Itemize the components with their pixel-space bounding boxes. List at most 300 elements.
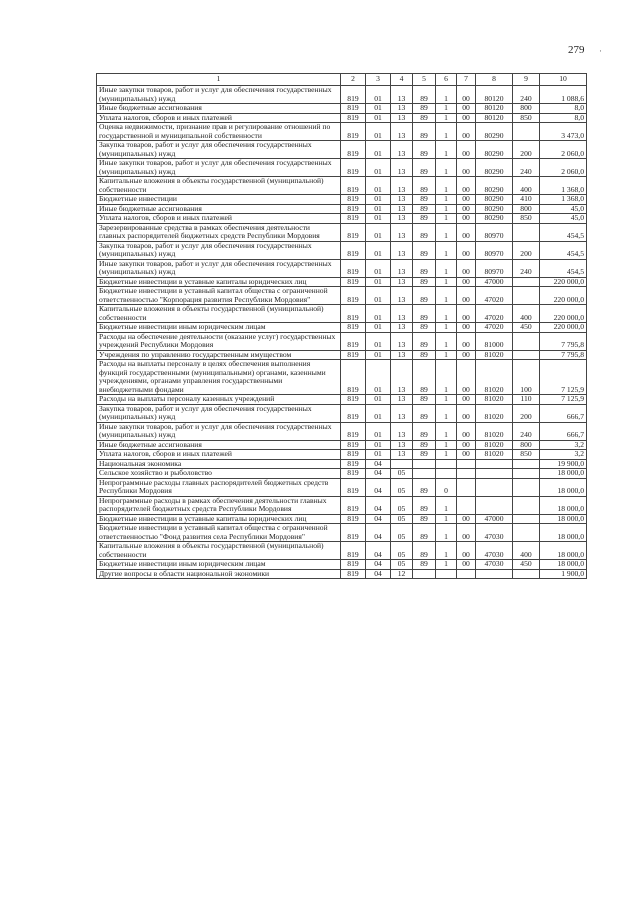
subprogram-cell: 1: [436, 560, 457, 570]
expense-name-cell: Бюджетные инвестиции в уставный капитал общества с ограниченной ответственностью "Корпорация развития Республики Мордовия": [97, 287, 341, 305]
amount-cell: 3,2: [540, 440, 587, 450]
subsection-cell: 13: [391, 350, 413, 360]
direction-cell: [476, 496, 513, 514]
direction-cell: 80290: [476, 141, 513, 159]
expense-type-cell: [513, 223, 540, 241]
amount-cell: 220 000,0: [540, 323, 587, 333]
direction-cell: [476, 459, 513, 469]
event-cell: 00: [457, 514, 476, 524]
event-cell: 00: [457, 305, 476, 323]
program-cell: 89: [413, 422, 436, 440]
expense-type-cell: [513, 478, 540, 496]
admin-code-cell: 819: [341, 141, 366, 159]
table-row: [97, 332, 587, 350]
expense-name-cell: Капитальные вложения в объекты государственной (муниципальной) собственности: [97, 542, 341, 560]
direction-cell: 47020: [476, 287, 513, 305]
admin-code-cell: 819: [341, 478, 366, 496]
direction-cell: 47020: [476, 323, 513, 333]
amount-cell: 2 060,0: [540, 141, 587, 159]
admin-code-cell: 819: [341, 514, 366, 524]
direction-cell: 80970: [476, 223, 513, 241]
direction-cell: 80120: [476, 86, 513, 104]
section-cell: 04: [366, 478, 391, 496]
event-cell: 00: [457, 277, 476, 287]
admin-code-cell: 819: [341, 214, 366, 224]
amount-cell: 220 000,0: [540, 287, 587, 305]
amount-cell: 666,7: [540, 422, 587, 440]
column-header: 9: [513, 74, 540, 86]
expense-type-cell: 200: [513, 141, 540, 159]
expense-type-cell: 850: [513, 450, 540, 460]
subprogram-cell: 1: [436, 524, 457, 542]
subprogram-cell: 1: [436, 323, 457, 333]
expense-name-cell: Закупка товаров, работ и услуг для обеспечения государственных (муниципальных) нужд: [97, 241, 341, 259]
subprogram-cell: 1: [436, 514, 457, 524]
admin-code-cell: 819: [341, 569, 366, 579]
section-cell: 04: [366, 542, 391, 560]
subsection-cell: 12: [391, 569, 413, 579]
table-row: [97, 323, 587, 333]
amount-cell: 7 795,8: [540, 350, 587, 360]
program-cell: 89: [413, 360, 436, 395]
program-cell: 89: [413, 223, 436, 241]
column-header: 7: [457, 74, 476, 86]
program-cell: 89: [413, 104, 436, 114]
subprogram-cell: 1: [436, 159, 457, 177]
event-cell: [457, 569, 476, 579]
amount-cell: 18 000,0: [540, 560, 587, 570]
event-cell: 00: [457, 332, 476, 350]
table-row: [97, 104, 587, 114]
program-cell: [413, 469, 436, 479]
program-cell: 89: [413, 287, 436, 305]
table-row: [97, 450, 587, 460]
subsection-cell: 13: [391, 259, 413, 277]
expense-name-cell: Непрограммные расходы в рамках обеспечения деятельности главных распорядителей бюджетных средств Республики Мордовия: [97, 496, 341, 514]
program-cell: 89: [413, 514, 436, 524]
admin-code-cell: 819: [341, 350, 366, 360]
amount-cell: 454,5: [540, 241, 587, 259]
section-cell: 01: [366, 214, 391, 224]
expense-name-cell: Бюджетные инвестиции в уставные капиталы юридических лиц: [97, 277, 341, 287]
event-cell: 00: [457, 259, 476, 277]
expense-type-cell: 400: [513, 542, 540, 560]
direction-cell: 81020: [476, 440, 513, 450]
expense-name-cell: Бюджетные инвестиции: [97, 195, 341, 205]
event-cell: 00: [457, 287, 476, 305]
direction-cell: 47030: [476, 524, 513, 542]
section-cell: 04: [366, 569, 391, 579]
expense-type-cell: 110: [513, 395, 540, 405]
program-cell: 89: [413, 404, 436, 422]
subsection-cell: 13: [391, 214, 413, 224]
expense-type-cell: 800: [513, 440, 540, 450]
program-cell: 89: [413, 277, 436, 287]
expense-name-cell: Иные бюджетные ассигнования: [97, 104, 341, 114]
section-cell: 01: [366, 86, 391, 104]
expense-type-cell: [513, 524, 540, 542]
table-row: [97, 241, 587, 259]
subsection-cell: 13: [391, 123, 413, 141]
expense-type-cell: 100: [513, 360, 540, 395]
column-header: 5: [413, 74, 436, 86]
expense-name-cell: Закупка товаров, работ и услуг для обеспечения государственных (муниципальных) нужд: [97, 141, 341, 159]
event-cell: [457, 469, 476, 479]
amount-cell: 18 000,0: [540, 469, 587, 479]
subsection-cell: 13: [391, 305, 413, 323]
expense-name-cell: Иные бюджетные ассигнования: [97, 440, 341, 450]
table-row: [97, 177, 587, 195]
expense-name-cell: Другие вопросы в области национальной экономики: [97, 569, 341, 579]
admin-code-cell: 819: [341, 277, 366, 287]
direction-cell: 80290: [476, 214, 513, 224]
program-cell: 89: [413, 123, 436, 141]
section-cell: 01: [366, 323, 391, 333]
table-row: [97, 141, 587, 159]
section-cell: 01: [366, 259, 391, 277]
expense-type-cell: 240: [513, 422, 540, 440]
section-cell: 01: [366, 113, 391, 123]
direction-cell: 47000: [476, 514, 513, 524]
expense-type-cell: 800: [513, 204, 540, 214]
admin-code-cell: 819: [341, 422, 366, 440]
table-body: [97, 86, 587, 579]
subsection-cell: 13: [391, 332, 413, 350]
table-row: [97, 560, 587, 570]
admin-code-cell: 819: [341, 440, 366, 450]
event-cell: 00: [457, 141, 476, 159]
subprogram-cell: 1: [436, 177, 457, 195]
section-cell: 04: [366, 514, 391, 524]
section-cell: 01: [366, 195, 391, 205]
subprogram-cell: 1: [436, 404, 457, 422]
subsection-cell: 05: [391, 524, 413, 542]
table-row: [97, 422, 587, 440]
expense-type-cell: 240: [513, 159, 540, 177]
subprogram-cell: 1: [436, 113, 457, 123]
admin-code-cell: 819: [341, 159, 366, 177]
program-cell: 89: [413, 524, 436, 542]
direction-cell: 80290: [476, 195, 513, 205]
expense-type-cell: 240: [513, 259, 540, 277]
subprogram-cell: 1: [436, 195, 457, 205]
admin-code-cell: 819: [341, 86, 366, 104]
section-cell: 04: [366, 459, 391, 469]
subsection-cell: 13: [391, 177, 413, 195]
section-cell: 04: [366, 496, 391, 514]
program-cell: 89: [413, 86, 436, 104]
admin-code-cell: 819: [341, 332, 366, 350]
event-cell: 00: [457, 422, 476, 440]
program-cell: [413, 569, 436, 579]
table-row: [97, 395, 587, 405]
subprogram-cell: 1: [436, 395, 457, 405]
amount-cell: 19 900,0: [540, 459, 587, 469]
event-cell: 00: [457, 195, 476, 205]
event-cell: [457, 478, 476, 496]
expense-type-cell: 450: [513, 323, 540, 333]
amount-cell: 3 473,0: [540, 123, 587, 141]
table-row: [97, 496, 587, 514]
expense-name-cell: Иные закупки товаров, работ и услуг для обеспечения государственных (муниципальных) нужд: [97, 86, 341, 104]
expense-name-cell: Капитальные вложения в объекты государственной (муниципальной) собственности: [97, 177, 341, 195]
subprogram-cell: 1: [436, 450, 457, 460]
section-cell: 01: [366, 287, 391, 305]
subsection-cell: 13: [391, 422, 413, 440]
amount-cell: 3,2: [540, 450, 587, 460]
section-cell: 01: [366, 450, 391, 460]
subprogram-cell: 0: [436, 478, 457, 496]
event-cell: 00: [457, 360, 476, 395]
direction-cell: 81020: [476, 350, 513, 360]
table-row: [97, 223, 587, 241]
table-row: [97, 259, 587, 277]
program-cell: [413, 459, 436, 469]
expense-name-cell: Расходы на выплаты персоналу казенных учреждений: [97, 395, 341, 405]
section-cell: 01: [366, 277, 391, 287]
program-cell: 89: [413, 450, 436, 460]
subsection-cell: 13: [391, 287, 413, 305]
event-cell: 00: [457, 323, 476, 333]
section-cell: 01: [366, 204, 391, 214]
admin-code-cell: 819: [341, 113, 366, 123]
expense-type-cell: 850: [513, 214, 540, 224]
subprogram-cell: [436, 469, 457, 479]
direction-cell: 81020: [476, 360, 513, 395]
expense-name-cell: Уплата налогов, сборов и иных платежей: [97, 113, 341, 123]
section-cell: 04: [366, 560, 391, 570]
amount-cell: 454,5: [540, 259, 587, 277]
subprogram-cell: 1: [436, 287, 457, 305]
admin-code-cell: 819: [341, 305, 366, 323]
amount-cell: 7 125,9: [540, 395, 587, 405]
admin-code-cell: 819: [341, 450, 366, 460]
direction-cell: 80970: [476, 259, 513, 277]
program-cell: 89: [413, 204, 436, 214]
expense-name-cell: Закупка товаров, работ и услуг для обеспечения государственных (муниципальных) нужд: [97, 404, 341, 422]
event-cell: 00: [457, 560, 476, 570]
subprogram-cell: 1: [436, 496, 457, 514]
subsection-cell: 05: [391, 496, 413, 514]
program-cell: 89: [413, 241, 436, 259]
subsection-cell: 05: [391, 514, 413, 524]
subprogram-cell: 1: [436, 542, 457, 560]
amount-cell: 220 000,0: [540, 277, 587, 287]
expense-type-cell: 800: [513, 104, 540, 114]
event-cell: 00: [457, 223, 476, 241]
direction-cell: [476, 469, 513, 479]
amount-cell: 8,0: [540, 113, 587, 123]
expense-name-cell: Иные бюджетные ассигнования: [97, 204, 341, 214]
program-cell: 89: [413, 542, 436, 560]
admin-code-cell: 819: [341, 404, 366, 422]
program-cell: 89: [413, 440, 436, 450]
amount-cell: 45,0: [540, 204, 587, 214]
table-row: [97, 404, 587, 422]
admin-code-cell: 819: [341, 459, 366, 469]
expense-type-cell: 410: [513, 195, 540, 205]
subsection-cell: 13: [391, 323, 413, 333]
expense-type-cell: [513, 496, 540, 514]
expense-type-cell: 200: [513, 404, 540, 422]
expense-name-cell: Национальная экономика: [97, 459, 341, 469]
event-cell: 00: [457, 524, 476, 542]
subsection-cell: 13: [391, 450, 413, 460]
expense-type-cell: 240: [513, 86, 540, 104]
expense-type-cell: [513, 459, 540, 469]
program-cell: 89: [413, 259, 436, 277]
expense-name-cell: Иные закупки товаров, работ и услуг для обеспечения государственных (муниципальных) нужд: [97, 422, 341, 440]
subprogram-cell: [436, 459, 457, 469]
admin-code-cell: 819: [341, 104, 366, 114]
expense-name-cell: Непрограммные расходы главных распорядителей бюджетных средств Республики Мордовия: [97, 478, 341, 496]
amount-cell: 8,0: [540, 104, 587, 114]
admin-code-cell: 819: [341, 323, 366, 333]
table-row: [97, 159, 587, 177]
program-cell: 89: [413, 141, 436, 159]
event-cell: 00: [457, 350, 476, 360]
expense-type-cell: [513, 514, 540, 524]
direction-cell: 81020: [476, 395, 513, 405]
subsection-cell: 13: [391, 277, 413, 287]
expense-type-cell: [513, 569, 540, 579]
subprogram-cell: 1: [436, 332, 457, 350]
section-cell: 01: [366, 305, 391, 323]
program-cell: 89: [413, 332, 436, 350]
header-row: [97, 74, 587, 86]
direction-cell: [476, 478, 513, 496]
amount-cell: 454,5: [540, 223, 587, 241]
direction-cell: 47030: [476, 560, 513, 570]
direction-cell: 47020: [476, 305, 513, 323]
expense-type-cell: 200: [513, 241, 540, 259]
direction-cell: 81020: [476, 404, 513, 422]
table-row: [97, 287, 587, 305]
admin-code-cell: 819: [341, 204, 366, 214]
expense-name-cell: Оценка недвижимости, признание прав и регулирование отношений по государственной и муниципальной собственности: [97, 123, 341, 141]
event-cell: 00: [457, 104, 476, 114]
expense-name-cell: Бюджетные инвестиции иным юридическим лицам: [97, 560, 341, 570]
amount-cell: 18 000,0: [540, 514, 587, 524]
program-cell: 89: [413, 496, 436, 514]
admin-code-cell: 819: [341, 524, 366, 542]
table-row: [97, 542, 587, 560]
table-row: [97, 195, 587, 205]
amount-cell: 18 000,0: [540, 524, 587, 542]
subprogram-cell: 1: [436, 223, 457, 241]
admin-code-cell: 819: [341, 259, 366, 277]
subprogram-cell: 1: [436, 277, 457, 287]
event-cell: 00: [457, 440, 476, 450]
direction-cell: 47000: [476, 277, 513, 287]
expense-type-cell: [513, 123, 540, 141]
expense-name-cell: Бюджетные инвестиции иным юридическим лицам: [97, 323, 341, 333]
program-cell: 89: [413, 395, 436, 405]
admin-code-cell: 819: [341, 360, 366, 395]
subsection-cell: 13: [391, 204, 413, 214]
expense-name-cell: Бюджетные инвестиции в уставные капиталы юридических лиц: [97, 514, 341, 524]
expense-type-cell: 450: [513, 560, 540, 570]
expense-name-cell: Учреждения по управлению государственным имуществом: [97, 350, 341, 360]
program-cell: 89: [413, 195, 436, 205]
expense-type-cell: [513, 277, 540, 287]
direction-cell: 81020: [476, 422, 513, 440]
subsection-cell: 13: [391, 440, 413, 450]
event-cell: 00: [457, 204, 476, 214]
expense-name-cell: Расходы на обеспечение деятельности (оказание услуг) государственных учреждений Республики Мордовия: [97, 332, 341, 350]
event-cell: 00: [457, 404, 476, 422]
admin-code-cell: 819: [341, 241, 366, 259]
program-cell: 89: [413, 113, 436, 123]
subsection-cell: 13: [391, 104, 413, 114]
expense-type-cell: [513, 469, 540, 479]
expense-type-cell: [513, 287, 540, 305]
subsection-cell: 05: [391, 560, 413, 570]
event-cell: 00: [457, 123, 476, 141]
section-cell: 01: [366, 404, 391, 422]
event-cell: 00: [457, 542, 476, 560]
amount-cell: 18 000,0: [540, 478, 587, 496]
subsection-cell: 13: [391, 241, 413, 259]
section-cell: 01: [366, 123, 391, 141]
amount-cell: 18 000,0: [540, 496, 587, 514]
section-cell: 01: [366, 332, 391, 350]
subsection-cell: 13: [391, 223, 413, 241]
event-cell: 00: [457, 86, 476, 104]
expense-name-cell: Зарезервированные средства в рамках обеспечения деятельности главных распорядителей бюджетных средств Республики Мордовия: [97, 223, 341, 241]
direction-cell: 80290: [476, 204, 513, 214]
amount-cell: 1 368,0: [540, 177, 587, 195]
expense-name-cell: Расходы на выплаты персоналу в целях обеспечения выполнения функций государственными (муниципальными) органами, казенными учреждениями, органами управления государственными внебюджетными фондами: [97, 360, 341, 395]
direction-cell: 81020: [476, 450, 513, 460]
subsection-cell: 13: [391, 404, 413, 422]
subprogram-cell: 1: [436, 204, 457, 214]
event-cell: 00: [457, 214, 476, 224]
event-cell: 00: [457, 177, 476, 195]
section-cell: 01: [366, 440, 391, 450]
admin-code-cell: 819: [341, 195, 366, 205]
section-cell: 01: [366, 395, 391, 405]
section-cell: 01: [366, 360, 391, 395]
column-header: 1: [97, 74, 341, 86]
table-row: [97, 469, 587, 479]
expense-name-cell: Иные закупки товаров, работ и услуг для обеспечения государственных (муниципальных) нужд: [97, 159, 341, 177]
subprogram-cell: 1: [436, 141, 457, 159]
direction-cell: 81000: [476, 332, 513, 350]
subsection-cell: 05: [391, 478, 413, 496]
subsection-cell: 13: [391, 141, 413, 159]
subsection-cell: 13: [391, 360, 413, 395]
program-cell: 89: [413, 305, 436, 323]
amount-cell: 2 060,0: [540, 159, 587, 177]
program-cell: 89: [413, 560, 436, 570]
direction-cell: 80290: [476, 177, 513, 195]
direction-cell: 80120: [476, 104, 513, 114]
table-row: [97, 214, 587, 224]
subsection-cell: 13: [391, 159, 413, 177]
event-cell: 00: [457, 395, 476, 405]
admin-code-cell: 819: [341, 123, 366, 141]
subprogram-cell: 1: [436, 86, 457, 104]
subsection-cell: 13: [391, 195, 413, 205]
page-number: 279: [568, 44, 585, 56]
subprogram-cell: 1: [436, 350, 457, 360]
column-header: 6: [436, 74, 457, 86]
event-cell: 00: [457, 113, 476, 123]
expense-type-cell: [513, 350, 540, 360]
subprogram-cell: 1: [436, 422, 457, 440]
subprogram-cell: [436, 569, 457, 579]
